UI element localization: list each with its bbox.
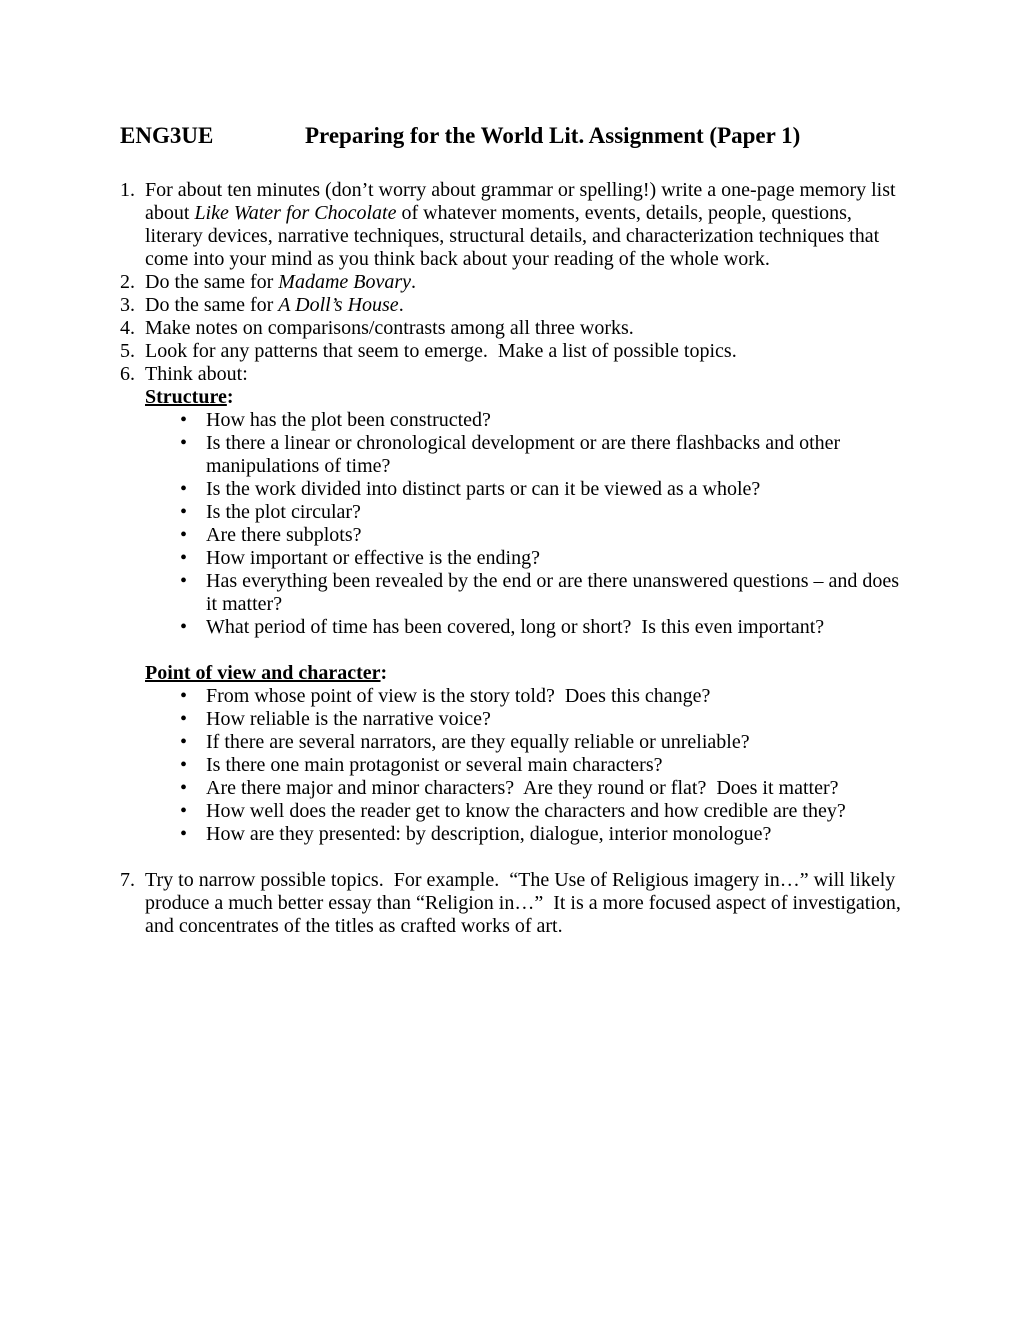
item-text [206, 708, 902, 731]
page-title: Preparing for the World Lit. Assignment (Paper 1) [305, 123, 801, 148]
item-text [145, 294, 902, 317]
bullet-icon: • [180, 800, 188, 822]
text-run: Are there major and minor characters? Are they round or flat? Does it matter? [206, 777, 839, 799]
text-run: How well does the reader get to know the characters and how credible are they? [206, 800, 846, 822]
text-run: Has everything been revealed by the end or are there unanswered questions – and does it matter? [206, 570, 905, 615]
bullet-icon: • [180, 708, 188, 730]
item-text [206, 731, 902, 754]
bullet-list-item [180, 731, 902, 754]
bullet-icon: • [180, 547, 188, 569]
bullet-icon: • [180, 754, 188, 776]
item-text [206, 685, 902, 708]
item-text [206, 777, 902, 800]
bullet-list-item [180, 478, 902, 501]
text-run: . [398, 294, 404, 316]
bullet-list-item [180, 823, 902, 846]
blank-line [120, 846, 902, 869]
item-text [206, 616, 902, 639]
text-run: Is there a linear or chronological development or are there flashbacks and other manipulations of time? [206, 432, 846, 477]
bullet-list-item [180, 777, 902, 800]
text-run: Look for any patterns that seem to emerge. Make a list of possible topics. [145, 340, 737, 362]
text-run: How reliable is the narrative voice? [206, 708, 491, 730]
item-text [145, 869, 906, 938]
text-run: Is there one main protagonist or several main characters? [206, 754, 663, 776]
item-text [206, 409, 902, 432]
blank-line [120, 639, 902, 662]
item-text [206, 432, 902, 478]
text-run: For about ten minutes (don’t worry about grammar or spelling!) write a one-page memory list about [145, 179, 901, 224]
item-text [206, 800, 902, 823]
text-run: : [380, 662, 388, 684]
text-run: Make notes on comparisons/contrasts among all three works. [145, 317, 634, 339]
numbered-list-item [120, 363, 902, 386]
item-number: 7. [120, 869, 135, 891]
bullet-list-item [180, 409, 902, 432]
item-text [145, 179, 902, 271]
numbered-list-item [120, 271, 902, 294]
text-run: Do the same for [145, 294, 279, 316]
item-text [206, 478, 902, 501]
item-text [206, 524, 902, 547]
bullet-icon: • [180, 432, 188, 454]
section-heading [145, 662, 902, 685]
text-run: A Doll’s House [278, 294, 399, 316]
item-text [145, 317, 902, 340]
numbered-list-item [120, 179, 902, 271]
bullet-list-item [180, 547, 902, 570]
bullet-list-item [180, 570, 905, 616]
text-run: What period of time has been covered, long or short? Is this even important? [206, 616, 825, 638]
bullet-icon: • [180, 685, 188, 707]
text-run: How important or effective is the ending? [206, 547, 540, 569]
bullet-icon: • [180, 823, 188, 845]
item-text [145, 340, 902, 363]
bullet-icon: • [180, 501, 188, 523]
bullet-list-item [180, 800, 902, 823]
bullet-list-item [180, 708, 902, 731]
section-heading [145, 386, 902, 409]
text-run: . [411, 271, 417, 293]
item-number: 5. [120, 340, 135, 362]
bullet-list-item [180, 432, 902, 478]
bullet-list-item [180, 616, 902, 639]
item-text [206, 570, 905, 616]
bullet-list-item [180, 754, 902, 777]
bullet-list-item [180, 685, 902, 708]
document-header [120, 122, 902, 149]
bullet-icon: • [180, 478, 188, 500]
text-run: Is the plot circular? [206, 501, 361, 523]
document-blocks [120, 179, 906, 938]
course-code: ENG3UE [120, 123, 214, 148]
bullet-icon: • [180, 409, 188, 431]
bullet-icon: • [180, 616, 188, 638]
item-text [206, 754, 902, 777]
item-number: 6. [120, 363, 135, 385]
bullet-icon: • [180, 570, 188, 592]
bullet-list-item [180, 501, 902, 524]
item-number: 3. [120, 294, 135, 316]
bullet-list-item [180, 524, 902, 547]
item-text [206, 823, 902, 846]
text-run: Think about: [145, 363, 248, 385]
item-text [145, 363, 902, 386]
text-run: Madame Bovary [278, 271, 412, 293]
bullet-icon: • [180, 731, 188, 753]
item-text [145, 271, 902, 294]
numbered-list-item [120, 294, 902, 317]
item-text [206, 547, 902, 570]
text-run: Like Water for Chocolate [194, 202, 397, 224]
bullet-icon: • [180, 524, 188, 546]
text-run: Are there subplots? [206, 524, 362, 546]
text-run: Try to narrow possible topics. For example. “The Use of Religious imagery in…” will likely produce a much better essay than “Religion in…” It is a more focused aspect of investigation, and concentrates of the titles as crafted works of art. [145, 869, 906, 937]
numbered-list-item [120, 340, 902, 363]
numbered-list-item [120, 869, 906, 938]
text-run: Structure [145, 386, 227, 408]
text-run: From whose point of view is the story told? Does this change? [206, 685, 711, 707]
text-run: If there are several narrators, are they equally reliable or unreliable? [206, 731, 750, 753]
text-run: of whatever moments, events, details, people, questions, literary devices, narrative techniques, structural details, and characterization techniques that come into your mind as you think back about your reading of the whole work. [145, 202, 885, 270]
item-number: 4. [120, 317, 135, 339]
text-run: Point of view and character [145, 662, 381, 684]
text-run: Is the work divided into distinct parts or can it be viewed as a whole? [206, 478, 761, 500]
bullet-icon: • [180, 777, 188, 799]
numbered-list-item [120, 317, 902, 340]
item-number: 1. [120, 179, 135, 201]
text-run: : [226, 386, 234, 408]
text-run: How are they presented: by description, dialogue, interior monologue? [206, 823, 772, 845]
item-number: 2. [120, 271, 135, 293]
item-text [206, 501, 902, 524]
text-run: Do the same for [145, 271, 279, 293]
text-run: How has the plot been constructed? [206, 409, 491, 431]
